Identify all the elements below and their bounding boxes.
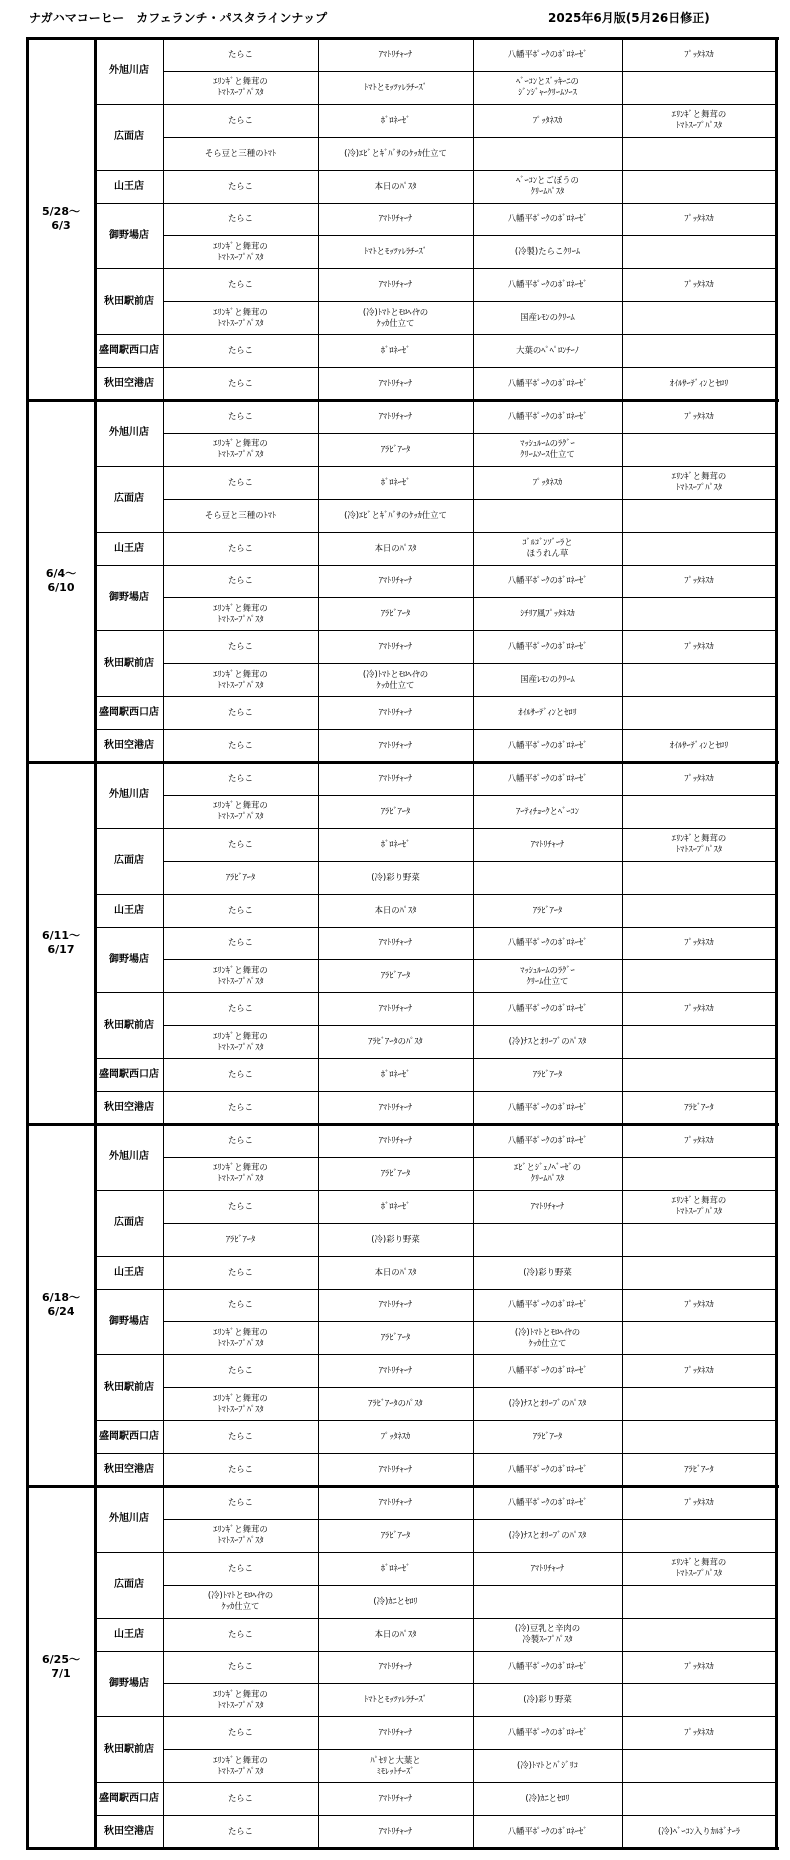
store-name: 盛岡駅西口店 <box>99 707 159 719</box>
menu-cell: 本日のﾊﾟｽﾀ <box>374 542 417 553</box>
store-name: 山王店 <box>114 542 144 554</box>
menu-cell: たらこ <box>227 904 254 915</box>
menu-cell: (冷)ｶﾆとｾﾛﾘ <box>525 1793 570 1804</box>
menu-cell: ﾎﾞﾛﾈｰｾﾞ <box>380 1069 411 1080</box>
menu-cell: ﾄﾏﾄとﾓｯﾂｧﾚﾗﾁｰｽﾞ <box>364 1694 427 1705</box>
menu-cell: ﾎﾞﾛﾈｰｾﾞ <box>380 838 411 849</box>
menu-cell: ｴﾘﾝｷﾞと舞茸の ﾄﾏﾄｽｰﾌﾟﾊﾟｽﾀ <box>213 438 268 460</box>
menu-cell: たらこ <box>227 1464 254 1475</box>
menu-cell: 八幡平ﾎﾟｰｸのﾎﾞﾛﾈｰｾﾞ <box>507 1464 588 1475</box>
menu-cell: たらこ <box>227 1003 254 1014</box>
menu-cell: 本日のﾊﾟｽﾀ <box>374 1266 417 1277</box>
menu-cell <box>622 1223 776 1256</box>
menu-cell <box>622 1157 776 1190</box>
menu-cell: (冷)彩り野菜 <box>371 1233 420 1244</box>
menu-cell: ﾏｯｼｭﾙｰﾑのﾗｸﾞｰ ｸﾘｰﾑ仕立て <box>520 964 575 986</box>
grid-line <box>26 37 29 1850</box>
menu-cell: ｼﾁﾘｱ風ﾌﾟｯﾀﾈｽｶ <box>520 608 575 619</box>
menu-cell: ﾌﾟｯﾀﾈｽｶ <box>684 279 714 290</box>
menu-cell: ﾌﾟｯﾀﾈｽｶ <box>380 1431 411 1442</box>
menu-cell: たらこ <box>227 838 254 849</box>
menu-cell: 国産ﾚﾓﾝのｸﾘｰﾑ <box>520 312 575 323</box>
menu-cell: (冷)ﾄﾏﾄとﾓﾛﾍｲﾔの ｹｯｶ仕立て <box>362 668 429 690</box>
menu-cell: ｱﾗﾋﾞｱｰﾀ <box>532 904 563 915</box>
menu-cell: ﾌﾟｯﾀﾈｽｶ <box>684 1727 714 1738</box>
menu-cell: たらこ <box>227 180 254 191</box>
menu-cell: たらこ <box>227 937 254 948</box>
menu-cell: ｴﾘﾝｷﾞと舞茸の ﾄﾏﾄｽｰﾌﾟﾊﾟｽﾀ <box>213 306 268 328</box>
menu-cell: ｵｲﾙｻｰﾃﾞｨﾝとｾﾛﾘ <box>669 740 729 751</box>
menu-cell: ｱﾗﾋﾞｱｰﾀ <box>380 970 411 981</box>
menu-cell <box>622 1321 776 1354</box>
store-name: 広面店 <box>114 855 144 867</box>
menu-cell: ｱﾗﾋﾞｱｰﾀのﾊﾟｽﾀ <box>368 1398 423 1409</box>
grid-line <box>94 38 97 1848</box>
menu-cell: ﾌﾟｯﾀﾈｽｶ <box>532 114 563 125</box>
menu-cell: たらこ <box>227 740 254 751</box>
menu-cell: ﾎﾞﾛﾈｰｾﾞ <box>380 114 411 125</box>
menu-cell: そら豆と三種のﾄﾏﾄ <box>204 509 277 520</box>
store-name: 広面店 <box>114 493 144 505</box>
menu-cell <box>622 597 776 630</box>
menu-cell: たらこ <box>227 1562 254 1573</box>
menu-cell: 八幡平ﾎﾟｰｸのﾎﾞﾛﾈｰｾﾞ <box>507 279 588 290</box>
menu-cell: 八幡平ﾎﾟｰｸのﾎﾞﾛﾈｰｾﾞ <box>507 937 588 948</box>
menu-cell: ｱﾏﾄﾘﾁｬｰﾅ <box>378 1102 413 1113</box>
menu-cell <box>622 137 776 170</box>
menu-cell: たらこ <box>227 641 254 652</box>
menu-cell: ｱﾗﾋﾞｱｰﾀ <box>380 805 411 816</box>
store-name: 秋田空港店 <box>104 1826 154 1838</box>
menu-cell: 八幡平ﾎﾟｰｸのﾎﾞﾛﾈｰｾﾞ <box>507 1003 588 1014</box>
menu-cell: たらこ <box>227 1200 254 1211</box>
store-name: 秋田駅前店 <box>104 1019 154 1031</box>
store-name: 秋田空港店 <box>104 740 154 752</box>
menu-cell: ﾍﾞｰｺﾝとごぼうの ｸﾘｰﾑﾊﾟｽﾀ <box>516 175 579 197</box>
menu-cell: 八幡平ﾎﾟｰｸのﾎﾞﾛﾈｰｾﾞ <box>507 213 588 224</box>
menu-cell: ｱﾏﾄﾘﾁｬｰﾅ <box>378 279 413 290</box>
menu-cell: たらこ <box>227 213 254 224</box>
store-name: 御野場店 <box>109 1677 149 1689</box>
menu-cell: たらこ <box>227 1266 254 1277</box>
menu-cell <box>622 433 776 466</box>
menu-cell <box>622 1618 776 1651</box>
menu-cell: 八幡平ﾎﾟｰｸのﾎﾞﾛﾈｰｾﾞ <box>507 1134 588 1145</box>
menu-cell <box>622 795 776 828</box>
menu-cell: 八幡平ﾎﾟｰｸのﾎﾞﾛﾈｰｾﾞ <box>507 1727 588 1738</box>
menu-cell: ﾎﾞﾛﾈｰｾﾞ <box>380 476 411 487</box>
menu-cell: ﾌﾟｯﾀﾈｽｶ <box>684 213 714 224</box>
menu-cell: ｴﾘﾝｷﾞと舞茸の ﾄﾏﾄｽｰﾌﾟﾊﾟｽﾀ <box>213 240 268 262</box>
menu-cell: たらこ <box>227 1496 254 1507</box>
store-name: 秋田駅前店 <box>104 657 154 669</box>
menu-cell: ｱﾏﾄﾘﾁｬｰﾅ <box>378 1134 413 1145</box>
menu-cell: たらこ <box>227 575 254 586</box>
menu-cell: (冷)彩り野菜 <box>523 1266 572 1277</box>
menu-cell: ｱﾗﾋﾞｱｰﾀ <box>380 1332 411 1343</box>
menu-cell <box>622 1683 776 1716</box>
menu-cell: ﾎﾞﾛﾈｰｾﾞ <box>380 1200 411 1211</box>
menu-cell: ｱﾏﾄﾘﾁｬｰﾅ <box>378 641 413 652</box>
menu-cell: たらこ <box>227 772 254 783</box>
store-name: 秋田駅前店 <box>104 295 154 307</box>
menu-cell: ｴﾘﾝｷﾞと舞茸の ﾄﾏﾄｽｰﾌﾟﾊﾟｽﾀ <box>671 1557 727 1579</box>
store-name: 盛岡駅西口店 <box>99 1793 159 1805</box>
menu-cell: たらこ <box>227 707 254 718</box>
menu-cell: ｱﾗﾋﾞｱｰﾀ <box>380 1167 411 1178</box>
menu-cell: たらこ <box>227 1299 254 1310</box>
menu-cell: ﾌﾟｯﾀﾈｽｶ <box>684 772 714 783</box>
store-name: 御野場店 <box>109 1315 149 1327</box>
menu-cell <box>622 1387 776 1420</box>
store-name: 山王店 <box>114 1266 144 1278</box>
menu-cell: 八幡平ﾎﾟｰｸのﾎﾞﾛﾈｰｾﾞ <box>507 772 588 783</box>
menu-cell <box>622 1025 776 1058</box>
menu-cell <box>473 137 622 170</box>
menu-cell <box>622 1749 776 1782</box>
page-title: ナガハマコーヒー カフェランチ・パスタラインナップ <box>29 11 328 25</box>
store-name: 盛岡駅西口店 <box>99 345 159 357</box>
menu-cell: たらこ <box>227 1628 254 1639</box>
menu-cell: ﾄﾏﾄとﾓｯﾂｧﾚﾗﾁｰｽﾞ <box>364 81 427 92</box>
menu-cell: 本日のﾊﾟｽﾀ <box>374 180 417 191</box>
menu-cell: (冷)ﾍﾞｰｺﾝ入りｶﾙﾎﾞﾅｰﾗ <box>658 1826 740 1837</box>
store-name: 秋田駅前店 <box>104 1743 154 1755</box>
menu-cell: ﾄﾏﾄとﾓｯﾂｧﾚﾗﾁｰｽﾞ <box>364 246 427 257</box>
menu-cell: 八幡平ﾎﾟｰｸのﾎﾞﾛﾈｰｾﾞ <box>507 740 588 751</box>
menu-cell: ﾌﾟｯﾀﾈｽｶ <box>684 48 714 59</box>
menu-cell <box>473 1585 622 1618</box>
store-name: 盛岡駅西口店 <box>99 1431 159 1443</box>
menu-cell: (冷)ﾅｽとｵﾘｰﾌﾞのﾊﾟｽﾀ <box>508 1036 587 1047</box>
menu-cell: たらこ <box>227 378 254 389</box>
menu-cell <box>622 1519 776 1552</box>
menu-cell <box>622 1420 776 1453</box>
menu-cell: ｴﾘﾝｷﾞと舞茸の ﾄﾏﾄｽｰﾌﾟﾊﾟｽﾀ <box>213 964 268 986</box>
menu-cell: たらこ <box>227 114 254 125</box>
menu-cell: ｱﾏﾄﾘﾁｬｰﾅ <box>378 1365 413 1376</box>
store-name: 広面店 <box>114 1579 144 1591</box>
menu-cell: (冷)ｴﾋﾞとｷﾞﾊﾞｻのｹｯｶ仕立て <box>344 147 447 158</box>
menu-cell: ｴﾘﾝｷﾞと舞茸の ﾄﾏﾄｽｰﾌﾟﾊﾟｽﾀ <box>213 1030 268 1052</box>
menu-cell: ｴﾘﾝｷﾞと舞茸の ﾄﾏﾄｽｰﾌﾟﾊﾟｽﾀ <box>671 833 727 855</box>
store-name: 盛岡駅西口店 <box>99 1069 159 1081</box>
menu-cell: (冷)ﾄﾏﾄとﾊﾞｼﾞﾘｺ <box>517 1760 578 1771</box>
store-name: 秋田空港店 <box>104 1464 154 1476</box>
menu-cell: ｴﾘﾝｷﾞと舞茸の ﾄﾏﾄｽｰﾌﾟﾊﾟｽﾀ <box>213 1524 268 1546</box>
menu-cell: ｱｰﾃｨﾁｮｰｸとﾍﾞｰｺﾝ <box>516 805 579 816</box>
menu-cell: ｱﾏﾄﾘﾁｬｰﾅ <box>378 707 413 718</box>
menu-cell: たらこ <box>227 345 254 356</box>
menu-cell: たらこ <box>227 1431 254 1442</box>
menu-cell <box>622 696 776 729</box>
menu-cell: ﾌﾟｯﾀﾈｽｶ <box>684 641 714 652</box>
menu-cell: ｱﾏﾄﾘﾁｬｰﾅ <box>378 410 413 421</box>
menu-cell: ｱﾗﾋﾞｱｰﾀ <box>684 1464 714 1475</box>
menu-cell: (冷)ﾄﾏﾄとﾓﾛﾍｲﾔの ｹｯｶ仕立て <box>362 306 429 328</box>
week-label: 6/4～ 6/10 <box>45 567 77 594</box>
menu-cell: (冷)ﾅｽとｵﾘｰﾌﾞのﾊﾟｽﾀ <box>508 1529 587 1540</box>
menu-cell: ｱﾏﾄﾘﾁｬｰﾅ <box>378 48 413 59</box>
menu-cell: ｱﾗﾋﾞｱｰﾀ <box>380 443 411 454</box>
menu-cell: たらこ <box>227 1727 254 1738</box>
grid-line <box>473 38 474 1848</box>
menu-cell: (冷)彩り野菜 <box>523 1694 572 1705</box>
menu-cell: (冷)豆乳と辛肉の 冷製ｽｰﾌﾟﾊﾟｽﾀ <box>514 1623 581 1645</box>
store-name: 外旭川店 <box>109 789 149 801</box>
menu-cell <box>622 663 776 696</box>
store-name: 山王店 <box>114 180 144 192</box>
menu-cell: ﾌﾟｯﾀﾈｽｶ <box>684 1365 714 1376</box>
menu-cell: ﾌﾟｯﾀﾈｽｶ <box>684 1299 714 1310</box>
menu-cell: (冷)ｴﾋﾞとｷﾞﾊﾞｻのｹｯｶ仕立て <box>344 509 447 520</box>
menu-cell: ｴﾘﾝｷﾞと舞茸の ﾄﾏﾄｽｰﾌﾟﾊﾟｽﾀ <box>213 668 268 690</box>
menu-cell <box>622 1782 776 1815</box>
menu-cell: (冷)ﾄﾏﾄとﾓﾛﾍｲﾔの ｹｯｶ仕立て <box>514 1326 581 1348</box>
menu-cell: ｴﾘﾝｷﾞと舞茸の ﾄﾏﾄｽｰﾌﾟﾊﾟｽﾀ <box>213 76 268 98</box>
menu-cell: ｴﾘﾝｷﾞと舞茸の ﾄﾏﾄｽｰﾌﾟﾊﾟｽﾀ <box>213 602 268 624</box>
menu-cell: たらこ <box>227 48 254 59</box>
grid-line <box>622 38 623 1848</box>
menu-cell: たらこ <box>227 1069 254 1080</box>
menu-cell: ｺﾞﾙｺﾞﾝｿﾞｰﾗと ほうれん草 <box>522 537 573 559</box>
menu-cell <box>622 1585 776 1618</box>
store-name: 御野場店 <box>109 591 149 603</box>
menu-cell: ﾌﾟｯﾀﾈｽｶ <box>684 1003 714 1014</box>
menu-cell: ｴﾘﾝｷﾞと舞茸の ﾄﾏﾄｽｰﾌﾟﾊﾟｽﾀ <box>213 1162 268 1184</box>
menu-cell: たらこ <box>227 476 254 487</box>
menu-cell <box>622 170 776 203</box>
grid-line <box>163 38 164 1848</box>
menu-cell: ｱﾏﾄﾘﾁｬｰﾅ <box>378 1793 413 1804</box>
store-name: 御野場店 <box>109 229 149 241</box>
menu-cell <box>473 1223 622 1256</box>
menu-cell: 八幡平ﾎﾟｰｸのﾎﾞﾛﾈｰｾﾞ <box>507 575 588 586</box>
menu-cell: 八幡平ﾎﾟｰｸのﾎﾞﾛﾈｰｾﾞ <box>507 1826 588 1837</box>
menu-cell: ｱﾏﾄﾘﾁｬｰﾅ <box>378 1496 413 1507</box>
store-name: 外旭川店 <box>109 65 149 77</box>
menu-cell: 八幡平ﾎﾟｰｸのﾎﾞﾛﾈｰｾﾞ <box>507 48 588 59</box>
menu-cell: ｴﾘﾝｷﾞと舞茸の ﾄﾏﾄｽｰﾌﾟﾊﾟｽﾀ <box>213 1326 268 1348</box>
menu-cell <box>622 334 776 367</box>
menu-cell: ﾌﾟｯﾀﾈｽｶ <box>684 1134 714 1145</box>
menu-cell: ｱﾏﾄﾘﾁｬｰﾅ <box>378 1727 413 1738</box>
menu-cell: ｱﾗﾋﾞｱｰﾀ <box>225 871 256 882</box>
menu-cell: 八幡平ﾎﾟｰｸのﾎﾞﾛﾈｰｾﾞ <box>507 641 588 652</box>
menu-cell: ｴﾘﾝｷﾞと舞茸の ﾄﾏﾄｽｰﾌﾟﾊﾟｽﾀ <box>671 1195 727 1217</box>
menu-cell <box>622 71 776 104</box>
menu-cell: ｱﾏﾄﾘﾁｬｰﾅ <box>378 937 413 948</box>
store-name: 山王店 <box>114 904 144 916</box>
menu-cell: ﾌﾟｯﾀﾈｽｶ <box>532 476 563 487</box>
menu-cell <box>622 532 776 565</box>
menu-cell: (冷)ﾅｽとｵﾘｰﾌﾞのﾊﾟｽﾀ <box>508 1398 587 1409</box>
menu-cell: 八幡平ﾎﾟｰｸのﾎﾞﾛﾈｰｾﾞ <box>507 1102 588 1113</box>
menu-cell: ﾊﾟｾﾘと大葉と ﾐﾓﾚｯﾄﾁｰｽﾞ <box>370 1754 421 1776</box>
store-name: 広面店 <box>114 131 144 143</box>
menu-cell: ｱﾏﾄﾘﾁｬｰﾅ <box>530 1200 565 1211</box>
menu-cell: ｴﾘﾝｷﾞと舞茸の ﾄﾏﾄｽｰﾌﾟﾊﾟｽﾀ <box>213 1688 268 1710</box>
menu-cell: たらこ <box>227 1134 254 1145</box>
menu-cell: ｱﾏﾄﾘﾁｬｰﾅ <box>378 740 413 751</box>
menu-cell: ｱﾏﾄﾘﾁｬｰﾅ <box>378 1826 413 1837</box>
menu-cell: ｱﾗﾋﾞｱｰﾀ <box>380 1529 411 1540</box>
menu-cell: ｱﾏﾄﾘﾁｬｰﾅ <box>378 1661 413 1672</box>
menu-cell: 八幡平ﾎﾟｰｸのﾎﾞﾛﾈｰｾﾞ <box>507 378 588 389</box>
menu-cell <box>622 861 776 894</box>
menu-cell: 八幡平ﾎﾟｰｸのﾎﾞﾛﾈｰｾﾞ <box>507 1496 588 1507</box>
menu-cell: ｴﾘﾝｷﾞと舞茸の ﾄﾏﾄｽｰﾌﾟﾊﾟｽﾀ <box>213 1754 268 1776</box>
menu-cell <box>622 1058 776 1091</box>
week-label: 6/18～ 6/24 <box>42 1291 80 1318</box>
menu-cell: ｱﾗﾋﾞｱｰﾀ <box>225 1233 256 1244</box>
menu-cell: ｱﾗﾋﾞｱｰﾀのﾊﾟｽﾀ <box>368 1036 423 1047</box>
menu-cell: ｱﾗﾋﾞｱｰﾀ <box>532 1069 563 1080</box>
menu-cell: ｱﾗﾋﾞｱｰﾀ <box>380 608 411 619</box>
menu-cell: たらこ <box>227 1102 254 1113</box>
menu-cell: (冷)彩り野菜 <box>371 871 420 882</box>
store-name: 山王店 <box>114 1628 144 1640</box>
menu-cell: ｱﾏﾄﾘﾁｬｰﾅ <box>530 838 565 849</box>
menu-cell: ｴﾋﾞとｼﾞｪﾉﾍﾞｰｾﾞの ｸﾘｰﾑﾊﾟｽﾀ <box>514 1162 581 1184</box>
menu-cell: 八幡平ﾎﾟｰｸのﾎﾞﾛﾈｰｾﾞ <box>507 1365 588 1376</box>
menu-cell: ｱﾗﾋﾞｱｰﾀ <box>684 1102 714 1113</box>
menu-cell: ﾎﾞﾛﾈｰｾﾞ <box>380 345 411 356</box>
menu-cell: ﾌﾟｯﾀﾈｽｶ <box>684 575 714 586</box>
menu-cell: (冷)ﾄﾏﾄとﾓﾛﾍｲﾔの ｹｯｶ仕立て <box>207 1590 274 1612</box>
menu-cell: ﾌﾟｯﾀﾈｽｶ <box>684 1661 714 1672</box>
menu-cell: そら豆と三種のﾄﾏﾄ <box>204 147 277 158</box>
menu-cell: ｱﾏﾄﾘﾁｬｰﾅ <box>378 1464 413 1475</box>
menu-cell <box>622 959 776 992</box>
menu-cell: (冷製)たらこｸﾘｰﾑ <box>514 246 581 257</box>
menu-cell: 八幡平ﾎﾟｰｸのﾎﾞﾛﾈｰｾﾞ <box>507 1299 588 1310</box>
menu-cell: ﾌﾟｯﾀﾈｽｶ <box>684 1496 714 1507</box>
store-name: 外旭川店 <box>109 1151 149 1163</box>
menu-cell: ｱﾏﾄﾘﾁｬｰﾅ <box>378 772 413 783</box>
menu-cell: たらこ <box>227 1365 254 1376</box>
menu-cell: ｴﾘﾝｷﾞと舞茸の ﾄﾏﾄｽｰﾌﾟﾊﾟｽﾀ <box>213 1392 268 1414</box>
menu-cell: ﾌﾟｯﾀﾈｽｶ <box>684 937 714 948</box>
menu-cell: ｴﾘﾝｷﾞと舞茸の ﾄﾏﾄｽｰﾌﾟﾊﾟｽﾀ <box>213 800 268 822</box>
menu-cell: ﾏｯｼｭﾙｰﾑのﾗｸﾞｰ ｸﾘｰﾑｿｰｽ仕立て <box>520 438 575 460</box>
menu-cell <box>622 894 776 927</box>
menu-cell: ﾌﾟｯﾀﾈｽｶ <box>684 410 714 421</box>
menu-cell: ｵｲﾙｻｰﾃﾞｨﾝとｾﾛﾘ <box>669 378 729 389</box>
menu-cell: ｱﾗﾋﾞｱｰﾀ <box>532 1431 563 1442</box>
store-name: 外旭川店 <box>109 427 149 439</box>
menu-cell: たらこ <box>227 1826 254 1837</box>
menu-cell: ｱﾏﾄﾘﾁｬｰﾅ <box>530 1562 565 1573</box>
menu-cell: たらこ <box>227 542 254 553</box>
menu-cell <box>473 861 622 894</box>
store-name: 広面店 <box>114 1217 144 1229</box>
menu-cell: 八幡平ﾎﾟｰｸのﾎﾞﾛﾈｰｾﾞ <box>507 1661 588 1672</box>
menu-cell: ｱﾏﾄﾘﾁｬｰﾅ <box>378 575 413 586</box>
menu-cell: 国産ﾚﾓﾝのｸﾘｰﾑ <box>520 674 575 685</box>
menu-cell: ｵｲﾙｻｰﾃﾞｨﾝとｾﾛﾘ <box>518 707 577 718</box>
menu-cell: ｱﾏﾄﾘﾁｬｰﾅ <box>378 378 413 389</box>
menu-cell <box>622 499 776 532</box>
week-label: 6/11～ 6/17 <box>42 929 80 956</box>
menu-cell: たらこ <box>227 1793 254 1804</box>
menu-cell: ﾍﾞｰｺﾝとｽﾞｯｷｰﾆの ｼﾞﾝｼﾞｬｰｸﾘｰﾑｿｰｽ <box>516 76 579 98</box>
menu-cell <box>622 301 776 334</box>
menu-cell: たらこ <box>227 279 254 290</box>
week-label: 5/28～ 6/3 <box>42 205 80 232</box>
menu-cell: ｱﾏﾄﾘﾁｬｰﾅ <box>378 213 413 224</box>
grid-line <box>27 1847 779 1850</box>
store-name: 御野場店 <box>109 953 149 965</box>
menu-cell <box>622 235 776 268</box>
store-name: 外旭川店 <box>109 1513 149 1525</box>
menu-cell: たらこ <box>227 1661 254 1672</box>
menu-cell: (冷)ｶﾆとｾﾛﾘ <box>373 1595 418 1606</box>
menu-cell: 大葉のﾍﾟﾍﾟﾛﾝﾁｰﾉ <box>516 345 579 356</box>
grid-line <box>318 38 319 1848</box>
menu-cell: ｴﾘﾝｷﾞと舞茸の ﾄﾏﾄｽｰﾌﾟﾊﾟｽﾀ <box>671 109 727 131</box>
grid-line <box>775 37 778 1850</box>
menu-cell <box>473 499 622 532</box>
menu-cell: 本日のﾊﾟｽﾀ <box>374 1628 417 1639</box>
menu-cell: ﾎﾞﾛﾈｰｾﾞ <box>380 1562 411 1573</box>
menu-cell: たらこ <box>227 410 254 421</box>
menu-cell: 八幡平ﾎﾟｰｸのﾎﾞﾛﾈｰｾﾞ <box>507 410 588 421</box>
store-name: 秋田空港店 <box>104 378 154 390</box>
store-name: 秋田駅前店 <box>104 1381 154 1393</box>
menu-cell: ｱﾏﾄﾘﾁｬｰﾅ <box>378 1003 413 1014</box>
menu-cell: 本日のﾊﾟｽﾀ <box>374 904 417 915</box>
week-label: 6/25～ 7/1 <box>42 1653 80 1680</box>
menu-cell: ｱﾏﾄﾘﾁｬｰﾅ <box>378 1299 413 1310</box>
menu-cell: ｴﾘﾝｷﾞと舞茸の ﾄﾏﾄｽｰﾌﾟﾊﾟｽﾀ <box>671 471 727 493</box>
store-name: 秋田空港店 <box>104 1102 154 1114</box>
menu-cell <box>622 1256 776 1289</box>
version-label: 2025年6月版(5月26日修正) <box>548 11 710 25</box>
